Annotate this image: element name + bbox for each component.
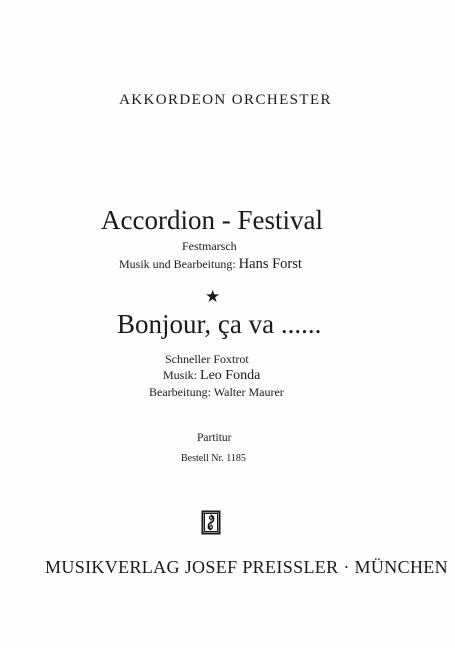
piece2-music-credit: [163, 369, 260, 383]
orchestra-heading: AKKORDEON ORCHESTER: [119, 92, 332, 108]
edition-type: Partitur: [197, 432, 232, 444]
publisher-name: MUSIKVERLAG JOSEF PREISSLER · MÜNCHEN: [45, 557, 448, 577]
piece1-title: Accordion - Festival: [101, 205, 323, 235]
piece2-subtitle: Schneller Foxtrot: [165, 352, 249, 366]
piece2-arranger-label: Bearbeitung:: [149, 385, 211, 399]
piece2-arranger-name: Walter Maurer: [213, 385, 284, 399]
piece1-credit: [119, 257, 302, 272]
piece1-subtitle: Festmarsch: [182, 239, 237, 253]
piece2-music-label: Musik:: [163, 368, 198, 382]
piece2-music-name: Leo Fonda: [200, 368, 261, 383]
star-icon: ★: [205, 287, 221, 306]
piece2-arranger-credit: [149, 386, 284, 398]
piece2-title: Bonjour, ça va ......: [117, 309, 322, 339]
piece1-credit-name: Hans Forst: [238, 256, 302, 272]
order-number: Bestell Nr. 1185: [181, 453, 246, 464]
publisher-logo-icon: [201, 510, 221, 535]
piece1-credit-label: Musik und Bearbeitung:: [119, 257, 236, 271]
